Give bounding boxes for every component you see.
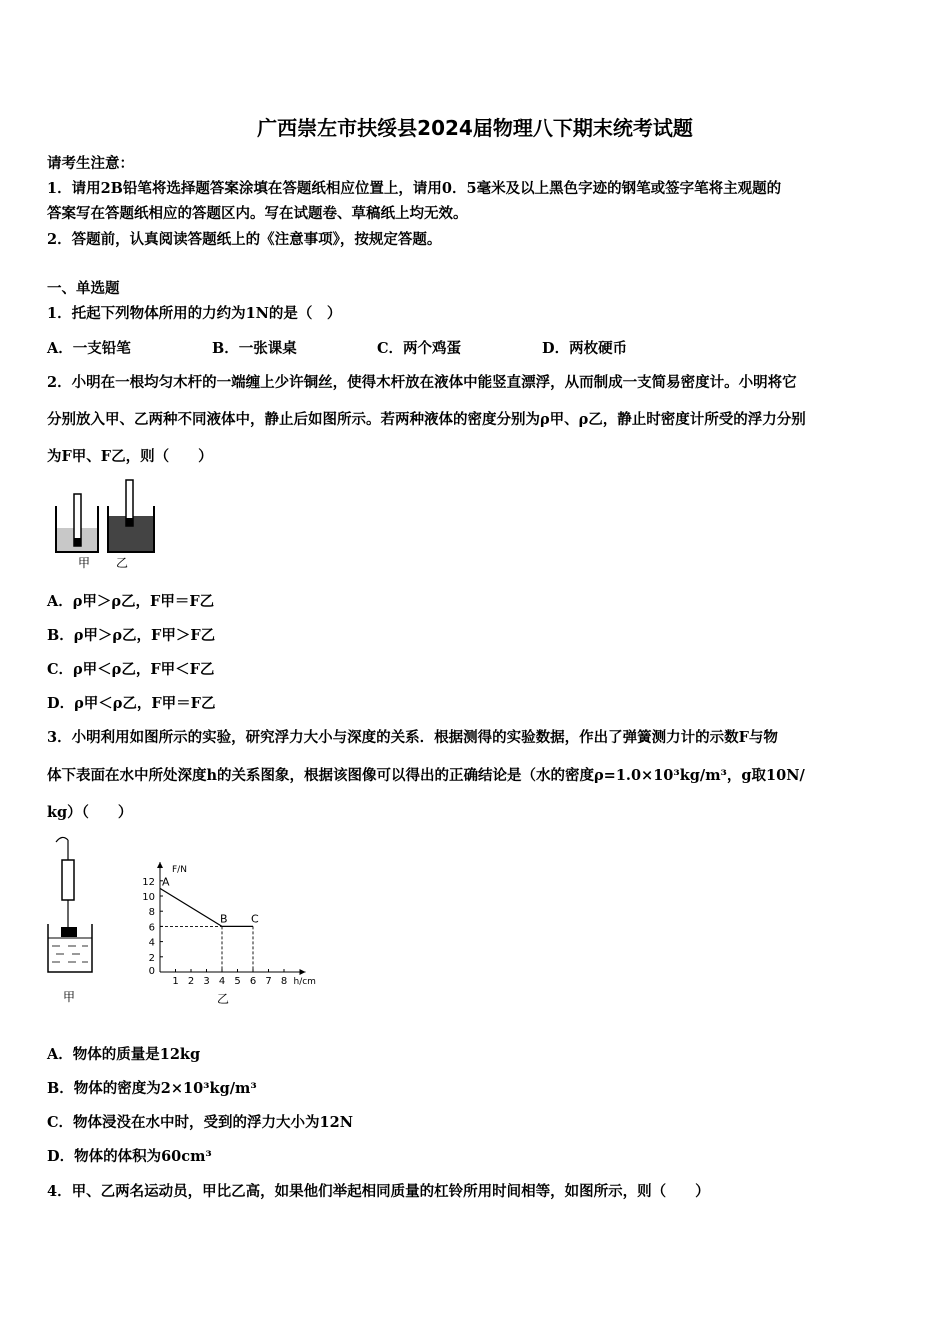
q3-fig-label-jia: 甲 <box>63 990 76 1004</box>
y-axis-label: F/N <box>172 865 187 875</box>
notice-heading: 请考生注意： <box>47 155 134 172</box>
q3-line-3: kg）（ ） <box>47 804 133 821</box>
beaker-yi <box>108 480 154 552</box>
q2-line-2: 分别放入甲、乙两种不同液体中，静止后如图所示。若两种液体的密度分别为ρ甲、ρ乙，静止时密度计所受的浮力分别 <box>47 411 806 428</box>
q2-option-b: B．ρ甲＞ρ乙，F甲＞F乙 <box>47 627 216 644</box>
q1-option-c: C．两个鸡蛋 <box>377 340 462 357</box>
point-label-a: A <box>162 875 170 889</box>
q3-option-b: B．物体的密度为2×10³kg/m³ <box>47 1080 257 1097</box>
q2-fig-label-yi: 乙 <box>116 556 129 570</box>
notice-line-2: 2．答题前，认真阅读答题纸上的《注意事项》，按规定答题。 <box>47 231 442 248</box>
y-tick-label: 12 <box>142 876 155 888</box>
q2-fig-label-jia: 甲 <box>78 556 91 570</box>
x-tick-label: 8 <box>280 976 288 987</box>
y-tick-label: 2 <box>148 952 155 964</box>
q2-line-3: 为F甲、F乙，则（ ） <box>47 448 213 465</box>
notice-line-1: 1．请用2B铅笔将选择题答案涂填在答题纸相应位置上，请用0．5毫米及以上黑色字迹的钢笔或签字笔将主观题的 <box>47 180 782 197</box>
point-label-c: C <box>251 912 259 926</box>
x-tick-label: 3 <box>203 976 210 987</box>
y-tick-label: 8 <box>148 907 155 919</box>
page-title: 广西崇左市扶绥县2024届物理八下期末统考试题 <box>257 116 693 140</box>
x-tick-label: 7 <box>265 976 272 987</box>
point-label-b: B <box>220 912 228 926</box>
x-tick-label: 6 <box>249 976 257 987</box>
y-axis-arrow <box>157 862 163 868</box>
beaker-jia <box>56 494 98 552</box>
notice-line-1b: 答案写在答题纸相应的答题区内。写在试题卷、草稿纸上均无效。 <box>47 205 468 222</box>
section-heading: 一、单选题 <box>47 280 120 297</box>
x-tick-label: 4 <box>218 976 226 987</box>
q1-option-a: A．一支铅笔 <box>47 340 131 357</box>
x-tick-label: 5 <box>234 976 241 987</box>
q2-option-a: A．ρ甲＞ρ乙，F甲＝F乙 <box>47 593 215 610</box>
y-tick-label: 6 <box>148 922 155 934</box>
x-tick-label: 2 <box>187 976 195 987</box>
x-tick-label: 1 <box>172 976 179 987</box>
x-axis-arrow <box>300 969 306 975</box>
series-line <box>160 888 253 926</box>
q3-line-1: 3．小明利用如图所示的实验，研究浮力大小与深度的关系．根据测得的实验数据，作出了弹簧测力计的示数F与物 <box>47 729 778 746</box>
q4-stem: 4．甲、乙两名运动员，甲比乙高，如果他们举起相同质量的杠铃所用时间相等，如图所示，则（ ） <box>47 1183 710 1200</box>
q3-force-depth-chart <box>130 858 330 988</box>
q1-option-b: B．一张课桌 <box>212 340 297 357</box>
q2-line-1: 2．小明在一根均匀木杆的一端缠上少许铜丝，使得木杆放在液体中能竖直漂浮，从而制成一支简易密度计。小明将它 <box>47 374 797 391</box>
q2-option-d: D．ρ甲＜ρ乙，F甲＝F乙 <box>47 695 216 712</box>
q1-option-d: D．两枚硬币 <box>542 340 628 357</box>
q3-line-2: 体下表面在水中所处深度h的关系图象，根据该图像可以得出的正确结论是（水的密度ρ=1.0×10³kg/m³，g取10N/ <box>47 767 805 784</box>
q2-hydrometer-figure <box>50 476 165 572</box>
q1-stem: 1．托起下列物体所用的力约为1N的是（ ） <box>47 305 342 322</box>
y-tick-label: 0 <box>148 966 155 977</box>
q3-apparatus-figure <box>40 832 100 982</box>
y-tick-label: 4 <box>148 937 155 949</box>
q3-option-d: D．物体的体积为60cm³ <box>47 1148 212 1165</box>
q2-option-c: C．ρ甲＜ρ乙，F甲＜F乙 <box>47 661 215 678</box>
y-tick-label: 10 <box>142 892 155 903</box>
q3-option-a: A．物体的质量是12kg <box>47 1046 201 1063</box>
q3-fig-label-yi: 乙 <box>217 992 230 1006</box>
q3-option-c: C．物体浸没在水中时，受到的浮力大小为12N <box>47 1114 353 1131</box>
x-axis-label: h/cm <box>293 977 316 987</box>
